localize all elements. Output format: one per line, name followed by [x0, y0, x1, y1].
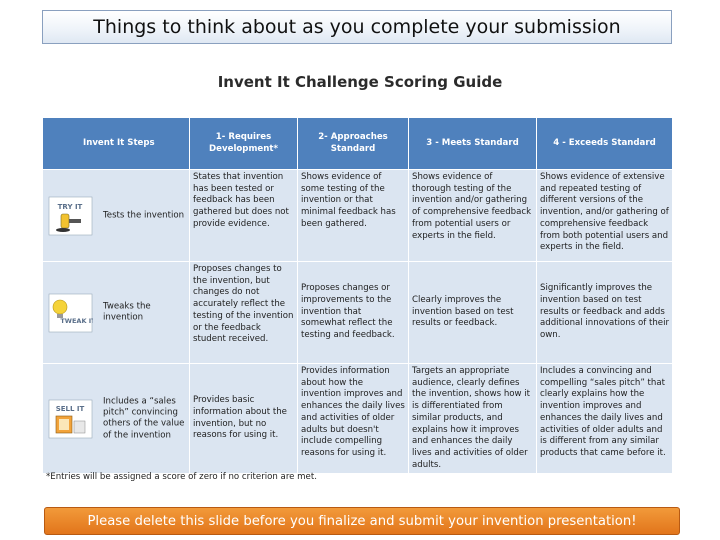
banner-text: Please delete this slide before you finalize and submit your invention presentation!	[87, 513, 637, 529]
step-label: Tests the invention	[103, 209, 185, 220]
criteria-cell: Significantly improves the invention based on test results or feedback and adds additional innovations of their own.	[537, 262, 673, 364]
slide-title: Things to think about as you complete your submission	[93, 16, 621, 38]
try-it-icon-text: TRY IT	[57, 202, 83, 211]
header-level-1: 1- Requires Development*	[190, 118, 298, 170]
step-cell	[43, 262, 190, 364]
criteria-cell: Provides information about how the invention improves and enhances the daily lives and activities of older adults but doesn't include compelling reasons for using it.	[298, 364, 409, 474]
delete-slide-banner	[44, 507, 680, 535]
criteria-cell: Proposes changes or improvements to the invention that somewhat reflect the testing and feedback.	[298, 262, 409, 364]
rubric-header-row	[43, 118, 673, 170]
criteria-cell: Shows evidence of extensive and repeated testing of different versions of the invention, and/or gathering of comprehensive feedback from both potential users and experts in the field.	[537, 170, 673, 262]
rubric-row-sell	[43, 364, 673, 474]
step-label: Tweaks the invention	[103, 301, 151, 323]
scoring-guide-title: Invent It Challenge Scoring Guide	[217, 73, 503, 91]
criteria-cell: Includes a convincing and compelling “sales pitch” that clearly explains how the invention improves and enhances the daily lives and activities of older adults and is different from any similar products that came before it.	[537, 364, 673, 474]
header-level-4: 4 - Exceeds Standard	[537, 118, 673, 170]
tweak-it-icon-text: TWEAK IT	[60, 316, 93, 325]
step-cell	[43, 170, 190, 262]
tweak-it-icon	[48, 293, 93, 333]
criteria-cell: Targets an appropriate audience, clearly defines the invention, shows how it is differentiated from similar products, and explains how it improves and enhances the daily lives and activities of older adults.	[409, 364, 537, 474]
criteria-cell: States that invention has been tested or feedback has been gathered but does not provide evidence.	[190, 170, 298, 262]
header-steps: Invent It Steps	[43, 118, 190, 170]
step-label: Includes a “sales pitch” convincing others of the value of the invention	[103, 396, 185, 440]
try-it-icon	[48, 196, 93, 236]
criteria-cell: Provides basic information about the invention, but no reasons for using it.	[190, 364, 298, 474]
header-level-2: 2- Approaches Standard	[298, 118, 409, 170]
footnote: *Entries will be assigned a score of zero if no criterion are met.	[46, 472, 317, 482]
rubric-row-test	[43, 170, 673, 262]
scoring-rubric-table	[42, 117, 673, 474]
criteria-cell: Shows evidence of some testing of the invention or that minimal feedback has been gathered.	[298, 170, 409, 262]
slide-title-box	[42, 10, 672, 44]
criteria-cell: Shows evidence of thorough testing of the invention and/or gathering of comprehensive feedback from potential users or experts in the field.	[409, 170, 537, 262]
criteria-cell: Proposes changes to the invention, but changes do not accurately reflect the testing of the invention or the feedback student received.	[190, 262, 298, 364]
header-level-3: 3 - Meets Standard	[409, 118, 537, 170]
sell-it-icon	[48, 399, 93, 439]
sell-it-icon-text: SELL IT	[55, 404, 85, 413]
rubric-row-tweak	[43, 262, 673, 364]
step-cell	[43, 364, 190, 474]
criteria-cell: Clearly improves the invention based on test results or feedback.	[409, 262, 537, 364]
